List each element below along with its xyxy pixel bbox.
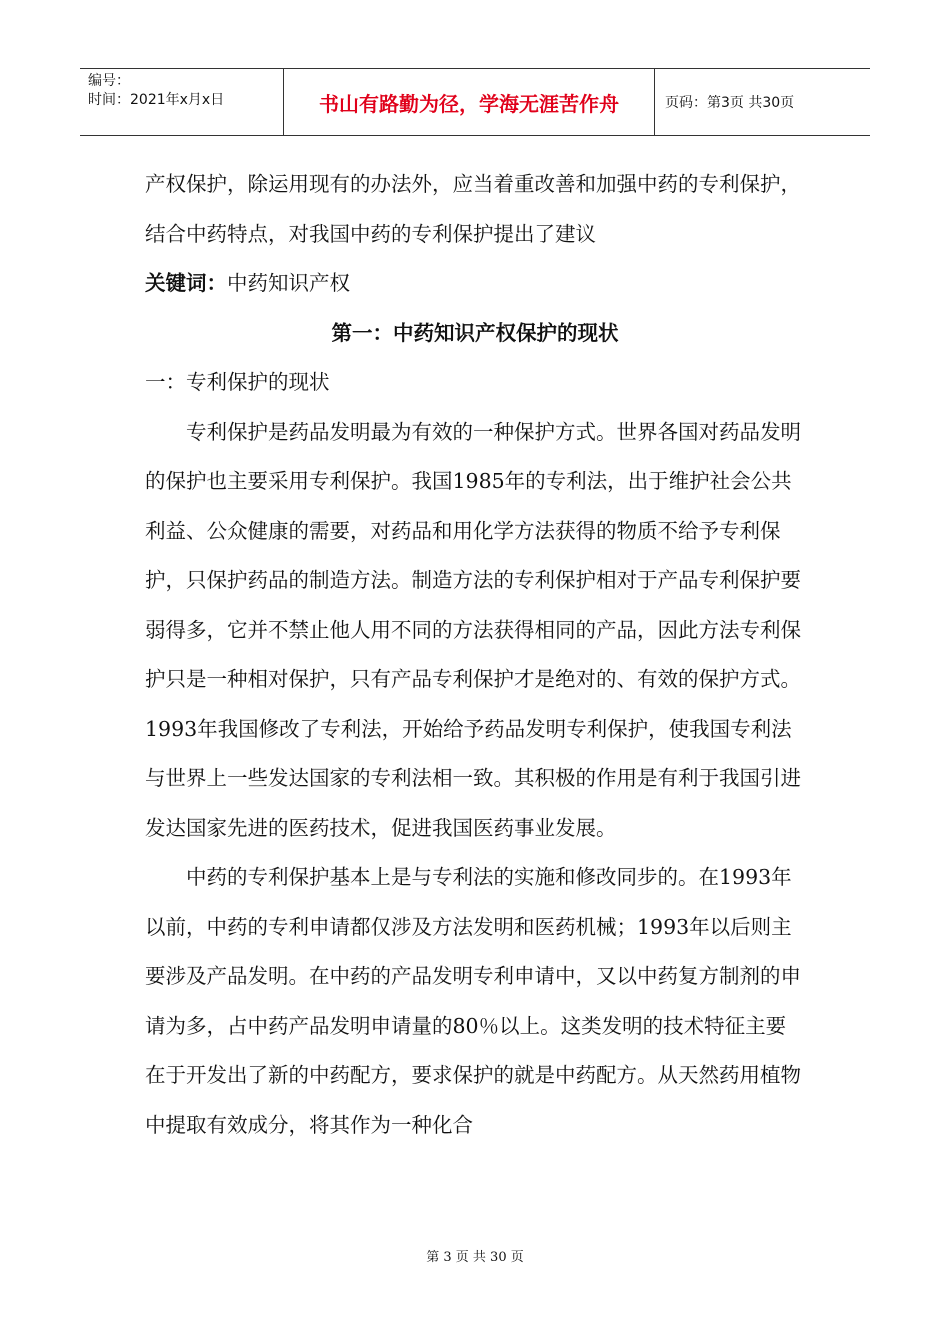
document-body [145, 160, 805, 1150]
header-page-info: 页码：第3页 共30页 [665, 95, 795, 111]
page-footer: 第 3 页 共 30 页 [426, 1250, 524, 1265]
paragraph-1: 专利保护是药品发明最为有效的一种保护方式。世界各国对药品发明的保护也主要采用专利保护。我国1985年的专利法，出于维护社会公共利益、公众健康的需要，对药品和用化学方法获得的物质不给予专利保护，只保护药品的制造方法。制造方法的专利保护相对于产品专利保护要弱得多，它并不禁止他人用不同的方法获得相同的产品，因此方法专利保护只是一种相对保护，只有产品专利保护才是绝对的、有效的保护方式。1993年我国修改了专利法，开始给予药品发明专利保护，使我国专利法与世界上一些发达国家的专利法相一致。其积极的作用是有利于我国引进发达国家先进的医药技术，促进我国医药事业发展。 [145, 419, 801, 840]
section-title: 第一：中药知识产权保护的现状 [331, 320, 619, 345]
paragraph-2: 中药的专利保护基本上是与专利法的实施和修改同步的。在1993年以前，中药的专利申请都仅涉及方法发明和医药机械；1993年以后则主要涉及产品发明。在中药的产品发明专利申请中，又以中药复方制剂的申请为多，占中药产品发明申请量的80％以上。这类发明的技术特征主要在于开发出了新的中药配方，要求保护的就是中药配方。从天然药用植物中提取有效成分，将其作为一种化合 [145, 865, 801, 1137]
keywords-label: 关键词： [145, 271, 227, 295]
subsection-title: 一：专利保护的现状 [145, 370, 330, 394]
time-label: 时间：2021年x月x日 [88, 92, 225, 108]
page-header [80, 68, 870, 136]
keywords-value: 中药知识产权 [227, 271, 350, 295]
header-meta [80, 69, 283, 135]
header-motto: 书山有路勤为径，学海无涯苦作舟 [283, 69, 655, 135]
paragraph-continuation: 产权保护，除运用现有的办法外，应当着重改善和加强中药的专利保护，结合中药特点，对我国中药的专利保护提出了建议 [145, 172, 801, 246]
number-label: 编号： [88, 73, 130, 89]
keywords-line [145, 259, 805, 309]
